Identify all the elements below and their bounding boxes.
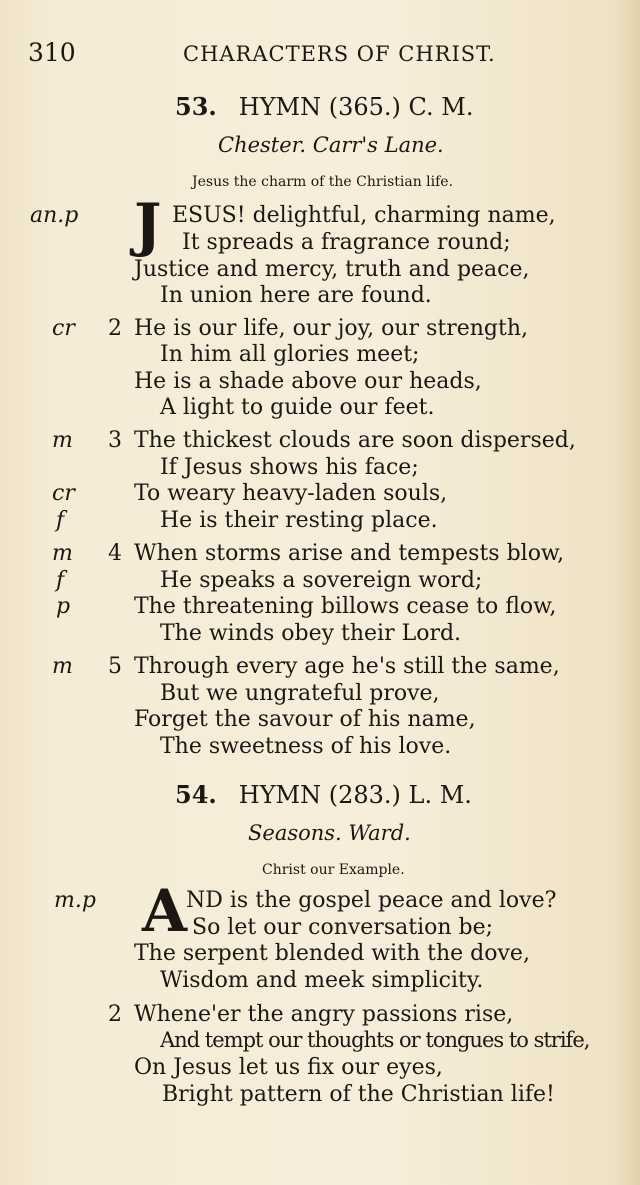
hymn-53-heading (175, 92, 474, 121)
hymn-54-heading (175, 780, 472, 809)
verse-number: 5 (108, 654, 122, 679)
hymn-line: ESUS! delightful, charming name, (172, 203, 556, 228)
hymn-54-label: HYMN (283.) L. M. (238, 781, 472, 809)
hymn-line: And tempt our thoughts or tongues to strife, (160, 1028, 590, 1052)
hymn-line: On Jesus let us fix our eyes, (134, 1055, 443, 1080)
verse-number: 2 (108, 316, 122, 341)
hymn-line: The threatening billows cease to flow, (134, 594, 557, 619)
hymn-line: He is our life, our joy, our strength, (134, 316, 528, 341)
dynamic-mark: m.p (54, 888, 96, 913)
hymn-line: To weary heavy-laden souls, (134, 481, 448, 506)
hymn-line: ND is the gospel peace and love? (186, 888, 557, 913)
hymn-line: It spreads a fragrance round; (182, 230, 511, 255)
dynamic-mark: m (52, 654, 73, 679)
dynamic-mark: m (52, 428, 73, 453)
hymn-line: He is a shade above our heads, (134, 369, 482, 394)
hymn-54-tunes: Seasons. Ward. (248, 821, 411, 845)
verse-number: 4 (108, 541, 122, 566)
hymn-53-dropcap: J (134, 191, 162, 259)
hymn-line: If Jesus shows his face; (160, 455, 419, 480)
dynamic-mark: f (56, 568, 65, 593)
dynamic-mark: cr (52, 316, 75, 341)
hymn-line: Whene'er the angry passions rise, (134, 1002, 514, 1027)
dynamic-mark: f (56, 508, 65, 533)
hymn-line: In union here are found. (160, 283, 432, 308)
hymn-line: A light to guide our feet. (160, 395, 435, 420)
page-number: 310 (28, 38, 76, 67)
hymn-line: Forget the savour of his name, (134, 707, 476, 732)
hymn-53-subject: Jesus the charm of the Christian life. (192, 174, 454, 190)
hymn-53-label: HYMN (365.) C. M. (238, 93, 474, 121)
hymn-53-tunes: Chester. Carr's Lane. (218, 133, 444, 157)
hymn-line: The sweetness of his love. (160, 734, 452, 759)
hymn-53-number: 53. (175, 92, 217, 121)
hymn-54-number: 54. (175, 780, 217, 809)
hymn-line: But we ungrateful prove, (160, 681, 440, 706)
running-title: CHARACTERS OF CHRIST. (183, 42, 496, 66)
dynamic-mark: an.p (30, 203, 79, 228)
verse-number: 3 (108, 428, 122, 453)
hymn-line: Justice and mercy, truth and peace, (134, 257, 530, 282)
hymn-54-subject: Christ our Example. (262, 862, 405, 878)
hymn-line: In him all glories meet; (160, 342, 420, 367)
hymn-line: So let our conversation be; (192, 915, 494, 940)
hymn-54-dropcap: A (142, 877, 188, 945)
verse-number: 2 (108, 1002, 122, 1027)
hymn-line: Through every age he's still the same, (134, 654, 560, 679)
dynamic-mark: m (52, 541, 73, 566)
hymn-line: The winds obey their Lord. (160, 621, 462, 646)
hymn-line: He is their resting place. (160, 508, 438, 533)
dynamic-mark: cr (52, 481, 75, 506)
hymn-line: When storms arise and tempests blow, (134, 541, 565, 566)
hymn-line: Bright pattern of the Christian life! (162, 1082, 555, 1107)
dynamic-mark: p (56, 594, 71, 619)
hymn-line: He speaks a sovereign word; (160, 568, 483, 593)
hymn-line: The thickest clouds are soon dispersed, (134, 428, 576, 453)
hymn-line: The serpent blended with the dove, (134, 941, 530, 966)
hymn-line: Wisdom and meek simplicity. (160, 968, 484, 993)
